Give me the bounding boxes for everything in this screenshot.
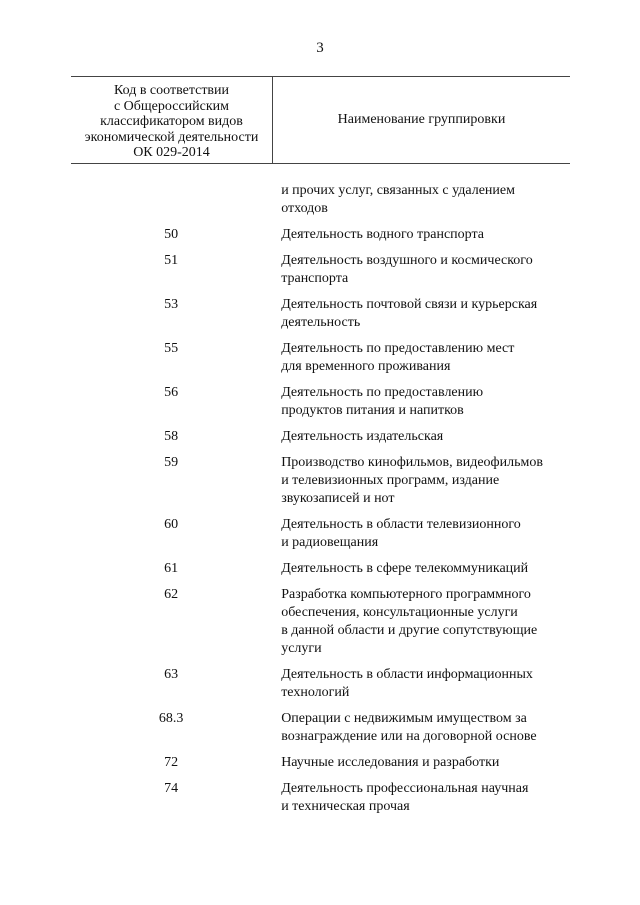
row-name: Научные исследования и разработки <box>281 755 500 770</box>
table-row <box>71 666 570 702</box>
row-code <box>71 182 271 218</box>
header-code-line: с Общероссийским <box>113 98 230 114</box>
row-name: Деятельность водного транспорта <box>281 227 484 242</box>
row-code: 56 <box>164 385 179 400</box>
table-row <box>71 454 570 508</box>
row-code: 74 <box>164 781 179 796</box>
page-number: 3 <box>316 40 324 56</box>
row-name: Деятельность в области информационных технологий <box>281 667 533 700</box>
row-name: Деятельность в сфере телекоммуникаций <box>281 561 529 576</box>
row-code: 59 <box>164 455 179 470</box>
row-name: Производство кинофильмов, видеофильмов и телевизионных программ, издание звукозаписей и нот <box>281 455 543 506</box>
row-code: 53 <box>164 297 179 312</box>
row-code: 60 <box>164 517 179 532</box>
row-name: Операции с недвижимым имуществом за вознаграждение или на договорной основе <box>281 711 537 744</box>
classification-table <box>71 76 570 814</box>
row-name: Деятельность по предоставлению мест для временного проживания <box>281 341 515 374</box>
table-row <box>71 428 570 446</box>
row-code: 72 <box>164 755 179 770</box>
table-row <box>71 780 570 816</box>
row-name: и прочих услуг, связанных с удалением отходов <box>281 183 515 216</box>
table-row <box>71 340 570 376</box>
header-name-column: Наименование группировки <box>337 112 506 127</box>
table-row <box>71 516 570 552</box>
row-code: 51 <box>164 253 179 268</box>
table-row <box>71 710 570 746</box>
row-name: Деятельность воздушного и космического транспорта <box>281 253 533 286</box>
row-name: Деятельность по предоставлению продуктов питания и напитков <box>281 385 484 418</box>
header-code-line: экономической деятельности <box>84 129 259 145</box>
row-code: 55 <box>164 341 179 356</box>
row-name: Деятельность профессиональная научная и техническая прочая <box>281 781 529 814</box>
table-row <box>71 252 570 288</box>
table-row <box>71 384 570 420</box>
row-name: Деятельность в области телевизионного и радиовещания <box>281 517 521 550</box>
row-name: Деятельность издательская <box>281 429 444 444</box>
header-code-line: классификатором видов <box>100 114 243 129</box>
header-code-column <box>71 83 272 161</box>
table-header <box>71 76 570 164</box>
table-row <box>71 754 570 772</box>
row-code: 50 <box>164 227 179 242</box>
table-row <box>71 586 570 658</box>
row-name: Разработка компьютерного программного обеспечения, консультационные услуги в данной области и другие сопутствующие услуги <box>281 587 538 656</box>
table-row <box>71 296 570 332</box>
table-row <box>71 560 570 578</box>
row-code: 62 <box>164 587 179 602</box>
row-code: 61 <box>164 561 179 576</box>
row-code: 68.3 <box>158 711 184 726</box>
table-row <box>71 182 570 218</box>
header-code-line: ОК 029-2014 <box>133 145 210 160</box>
row-code: 63 <box>164 667 179 682</box>
row-name: Деятельность почтовой связи и курьерская деятельность <box>281 297 538 330</box>
table-body <box>71 182 570 824</box>
table-row <box>71 226 570 244</box>
header-code-line: Код в соответствии <box>113 83 230 98</box>
row-code: 58 <box>164 429 179 444</box>
